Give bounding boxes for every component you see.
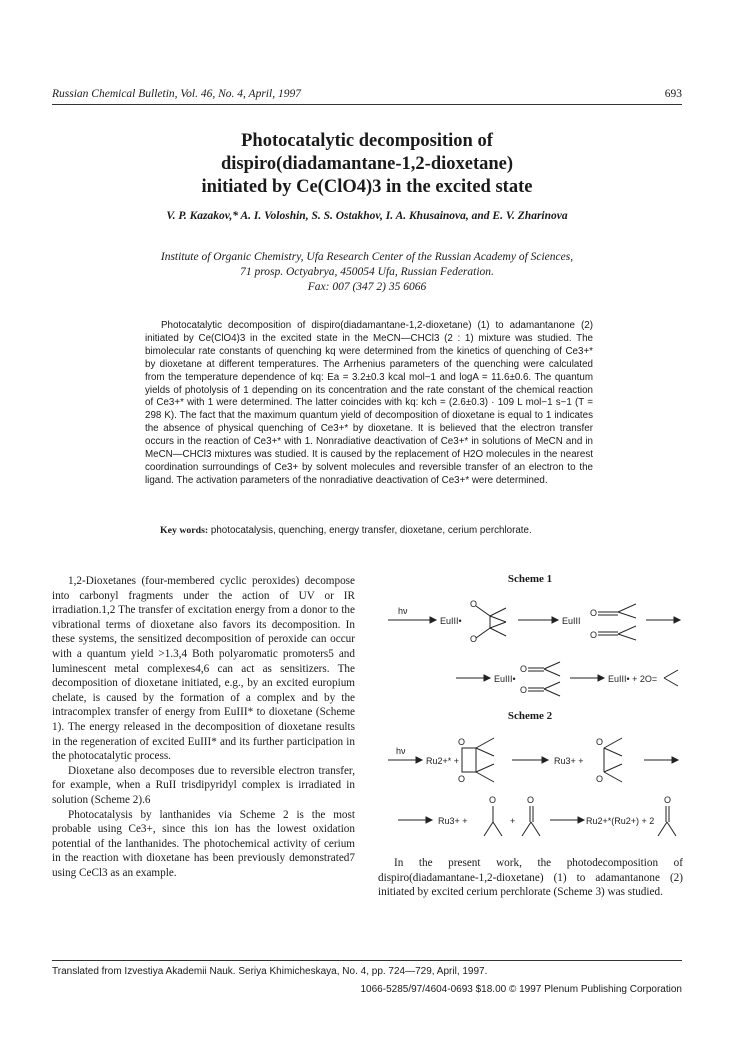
scheme-2-oxygen-7: O [664, 795, 672, 805]
page-number: 693 [664, 88, 682, 100]
scheme-1-oxygen-6: O [520, 685, 528, 695]
scheme-2-oxygen-5: O [489, 795, 497, 805]
scheme-1-diagram [378, 592, 683, 702]
scheme-2-oxygen-4: O [596, 774, 604, 784]
scheme-1-hv: hν [398, 606, 408, 616]
scheme-1-oxygen-3: O [590, 608, 598, 618]
scheme-1-oxygen-4: O [590, 630, 598, 640]
affiliation-line-2: 71 prosp. Octyabrya, 450054 Ufa, Russian Federation. [240, 266, 494, 278]
scheme-2-ru-3: Ru3+ + [438, 816, 468, 826]
paper-title [52, 130, 682, 199]
scheme-2-hv: hν [396, 746, 406, 756]
scheme-2-oxygen-6: O [527, 795, 535, 805]
paragraph-1: 1,2-Dioxetanes (four-membered cyclic peroxides) decompose into carbonyl fragments under the action of UV or IR irradiation.1,2 The transfer of excitation energy from a donor to the vibrational terms of dioxetane also favors its decomposition. In these systems, the sensitized decomposition of peroxide can occur with a quantum yield >1.3,4 Both polyaromatic promoters5 and luminescent metal complexes4,6 can act as sensitizers. The decomposition of dioxetane initiated, e.g., by an excited europium chelate, is caused by the formation of a complex and by the intracomplex transfer of energy from EuIII* to dioxetane (Scheme 1). The energy released in the decomposition of dioxetane results in the regeneration of excited EuIII* and its further participation in the photocatalytic process. [52, 575, 355, 763]
paragraph-3: Photocatalysis by lanthanides via Scheme 2 is the most probable using Ce3+, since this ion has the lowest oxidation potential of the lanthanides. The photochemical activity of cerium in the reaction with dioxetane has been previously demonstrated7 using CeCl3 as an example. [52, 808, 355, 879]
scheme-1-eu-2: EuIII [562, 616, 581, 626]
author-list: V. P. Kazakov,* A. I. Voloshin, S. S. Ostakhov, I. A. Khusainova, and E. V. Zharinova [166, 210, 568, 222]
journal-citation: Russian Chemical Bulletin, Vol. 46, No. 4, April, 1997 [52, 88, 301, 100]
scheme-2-label: Scheme 2 [507, 710, 553, 722]
keywords-text: photocatalysis, quenching, energy transfer, dioxetane, cerium perchlorate. [210, 525, 532, 536]
title-line-3: initiated by Ce(ClO4)3 in the excited state [201, 177, 533, 197]
abstract: Photocatalytic decomposition of dispiro(diadamantane-1,2-dioxetane) (1) to adamantanone (2) initiated by Ce(ClO4)3 in the excited state in the MeCN—CHCl3 (2 : 1) mixture was studied. The bimolecular rate constants of quenching kq were determined from the kinetics of quenching of Ce3+* by dioxetane at different temperatures. The Arrhenius parameters of the quenching were calculated from the temperature dependence of kq: Ea = 3.2±0.3 kcal mol−1 and logA = 11.6±0.6. The quantum yields of photolysis of 1 depending on its concentration and the rate constant of the chemical reaction of Ce3+* with 1 were determined. The latter coincides with kq: kch = (2.6±0.3) · 109 L mol−1 s−1 (T = 298 K). The fact that the maximum quantum yield of decomposition of dioxetane is equal to 1 indicates the absence of physical quenching of Ce3+* by dioxetane. It is believed that the electron transfer occurs in the reaction of Ce3+* with 1. Nonradiative deactivation of Ce3+* in solutions of MeCN and in MeCN—CHCl3 mixtures was studied. It is caused by the replacement of H2O molecules in the nearest coordination surroundings of Ce3+ by solvent molecules and reversible transfer of an electron to the ligand. The activation parameters of the nonradiative deactivation of Ce3+* were determined. [145, 320, 593, 486]
scheme-1-eu-4: EuIII• + 2O= [608, 674, 658, 684]
copyright-line: 1066-5285/97/4604-0693 $18.00 © 1997 Plenum Publishing Corporation [360, 984, 682, 995]
body-left-column [52, 574, 355, 880]
title-line-1: Photocatalytic decomposition of [241, 131, 493, 151]
affiliation-line-1: Institute of Organic Chemistry, Ufa Research Center of the Russian Academy of Sciences, [160, 251, 574, 263]
scheme-2-oxygen-3: O [596, 737, 604, 747]
keywords-label: Key words: [160, 525, 209, 536]
paragraph-right-1: In the present work, the photodecomposition of dispiro(diadamantane-1,2-dioxetane) (1) to adamantanone (2) initiated by excited cerium perchlorate (Scheme 3) was studied. [378, 857, 683, 899]
header-rule [52, 104, 682, 105]
body-right-column [378, 856, 683, 900]
translation-note: Translated from Izvestiya Akademii Nauk. Seriya Khimicheskaya, No. 4, pp. 724—729, April, 1997. [52, 966, 488, 977]
affiliation-line-3: Fax: 007 (347 2) 35 6066 [307, 281, 427, 293]
running-header [52, 88, 682, 100]
affiliation [70, 250, 664, 295]
scheme-2-ru-4: Ru2+*(Ru2+) + 2 [586, 816, 655, 826]
scheme-1-label: Scheme 1 [507, 573, 553, 585]
footer-rule [52, 960, 682, 961]
scheme-2-diagram [378, 730, 683, 845]
title-line-2: dispiro(diadamantane-1,2-dioxetane) [220, 154, 514, 174]
scheme-1-oxygen-5: O [520, 664, 528, 674]
keywords [160, 525, 600, 536]
scheme-1-oxygen-1: O [470, 599, 478, 609]
scheme-2-ru-2: Ru3+ + [554, 756, 584, 766]
scheme-2-oxygen-1: O [458, 737, 466, 747]
scheme-1-oxygen-2: O [470, 634, 478, 644]
scheme-1-eu-1: EuIII• [440, 616, 462, 626]
scheme-2-plus: + [510, 816, 516, 826]
scheme-2-oxygen-2: O [458, 774, 466, 784]
paragraph-2: Dioxetane also decomposes due to reversible electron transfer, for example, when a RuII trisdipyridyl complex is irradiated in solution (Scheme 2).6 [52, 764, 355, 806]
scheme-2-ru-1: Ru2+* + [426, 756, 460, 766]
scheme-1-eu-3: EuIII• [494, 674, 516, 684]
